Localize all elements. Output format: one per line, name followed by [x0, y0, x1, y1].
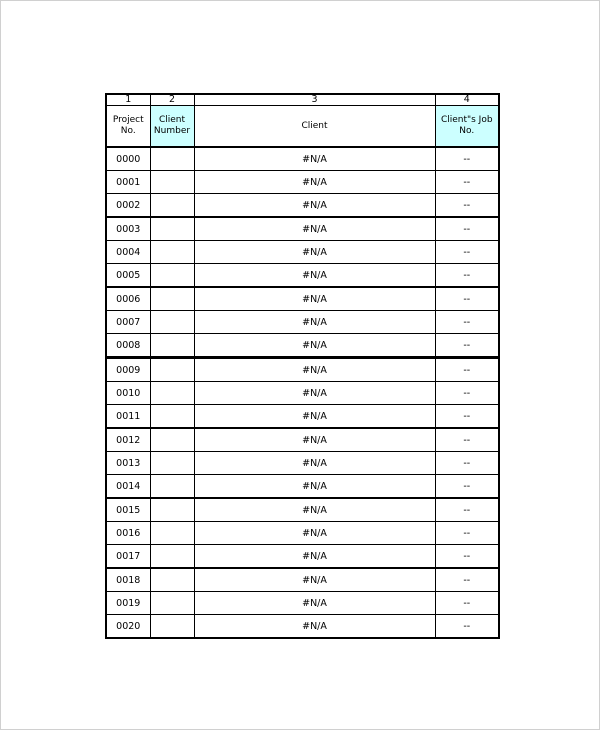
cell-clients-job-no: --: [435, 405, 499, 429]
column-number-row: [106, 94, 499, 106]
cell-client: #N/A: [194, 264, 435, 288]
table-row: [106, 568, 499, 592]
cell-client-number: [150, 264, 194, 288]
cell-clients-job-no: --: [435, 522, 499, 545]
cell-client-number: [150, 194, 194, 218]
table-row: [106, 287, 499, 311]
table-row: [106, 592, 499, 615]
table-row: [106, 171, 499, 194]
cell-project-no: 0004: [106, 241, 150, 264]
cell-client-number: [150, 428, 194, 452]
table-row: [106, 452, 499, 475]
table-row: [106, 194, 499, 218]
cell-client: #N/A: [194, 171, 435, 194]
cell-client: #N/A: [194, 545, 435, 569]
cell-client: #N/A: [194, 241, 435, 264]
cell-client-number: [150, 311, 194, 334]
project-client-table: [105, 93, 500, 639]
cell-client: #N/A: [194, 194, 435, 218]
table-row: [106, 217, 499, 241]
cell-client-number: [150, 287, 194, 311]
cell-client-number: [150, 217, 194, 241]
cell-clients-job-no: --: [435, 171, 499, 194]
table-row: [106, 147, 499, 171]
cell-client-number: [150, 498, 194, 522]
cell-client-number: [150, 615, 194, 639]
table-row: [106, 522, 499, 545]
table-row: [106, 264, 499, 288]
column-number-3: 3: [194, 94, 435, 106]
header-row: [106, 106, 499, 148]
column-number-2: 2: [150, 94, 194, 106]
cell-clients-job-no: --: [435, 217, 499, 241]
cell-clients-job-no: --: [435, 194, 499, 218]
cell-client: #N/A: [194, 568, 435, 592]
cell-client: #N/A: [194, 287, 435, 311]
table-row: [106, 334, 499, 358]
cell-project-no: 0010: [106, 382, 150, 405]
table-row: [106, 405, 499, 429]
cell-project-no: 0014: [106, 475, 150, 499]
cell-clients-job-no: --: [435, 568, 499, 592]
cell-project-no: 0009: [106, 358, 150, 382]
cell-client: #N/A: [194, 358, 435, 382]
cell-client-number: [150, 334, 194, 358]
cell-project-no: 0007: [106, 311, 150, 334]
table-row: [106, 615, 499, 639]
cell-project-no: 0012: [106, 428, 150, 452]
cell-project-no: 0019: [106, 592, 150, 615]
cell-client-number: [150, 171, 194, 194]
cell-client-number: [150, 475, 194, 499]
cell-client: #N/A: [194, 615, 435, 639]
cell-project-no: 0015: [106, 498, 150, 522]
cell-clients-job-no: --: [435, 498, 499, 522]
table-row: [106, 358, 499, 382]
header-client: Client: [194, 106, 435, 148]
column-number-4: 4: [435, 94, 499, 106]
cell-project-no: 0013: [106, 452, 150, 475]
header-clients-job-no: Client"s Job No.: [435, 106, 499, 148]
cell-client-number: [150, 382, 194, 405]
cell-project-no: 0003: [106, 217, 150, 241]
header-client-number: Client Number: [150, 106, 194, 148]
cell-client: #N/A: [194, 592, 435, 615]
table-row: [106, 428, 499, 452]
table-row: [106, 475, 499, 499]
cell-clients-job-no: --: [435, 452, 499, 475]
cell-client: #N/A: [194, 522, 435, 545]
cell-project-no: 0011: [106, 405, 150, 429]
table-row: [106, 545, 499, 569]
cell-client: #N/A: [194, 405, 435, 429]
header-project-no: Project No.: [106, 106, 150, 148]
table-row: [106, 311, 499, 334]
cell-clients-job-no: --: [435, 592, 499, 615]
cell-clients-job-no: --: [435, 147, 499, 171]
cell-clients-job-no: --: [435, 382, 499, 405]
cell-clients-job-no: --: [435, 287, 499, 311]
cell-client-number: [150, 568, 194, 592]
cell-client: #N/A: [194, 452, 435, 475]
cell-clients-job-no: --: [435, 264, 499, 288]
cell-project-no: 0000: [106, 147, 150, 171]
cell-project-no: 0018: [106, 568, 150, 592]
cell-client-number: [150, 241, 194, 264]
column-number-1: 1: [106, 94, 150, 106]
cell-clients-job-no: --: [435, 545, 499, 569]
cell-project-no: 0017: [106, 545, 150, 569]
cell-clients-job-no: --: [435, 358, 499, 382]
cell-project-no: 0006: [106, 287, 150, 311]
cell-clients-job-no: --: [435, 428, 499, 452]
cell-client-number: [150, 592, 194, 615]
cell-client-number: [150, 147, 194, 171]
cell-client-number: [150, 522, 194, 545]
cell-clients-job-no: --: [435, 241, 499, 264]
cell-client-number: [150, 545, 194, 569]
cell-client: #N/A: [194, 334, 435, 358]
cell-project-no: 0005: [106, 264, 150, 288]
cell-project-no: 0002: [106, 194, 150, 218]
table-row: [106, 241, 499, 264]
cell-client: #N/A: [194, 311, 435, 334]
cell-client: #N/A: [194, 475, 435, 499]
cell-clients-job-no: --: [435, 615, 499, 639]
cell-project-no: 0008: [106, 334, 150, 358]
cell-client-number: [150, 405, 194, 429]
cell-clients-job-no: --: [435, 334, 499, 358]
table-row: [106, 498, 499, 522]
cell-project-no: 0001: [106, 171, 150, 194]
cell-client: #N/A: [194, 498, 435, 522]
cell-client-number: [150, 358, 194, 382]
cell-client: #N/A: [194, 147, 435, 171]
cell-client: #N/A: [194, 382, 435, 405]
cell-project-no: 0020: [106, 615, 150, 639]
cell-client: #N/A: [194, 428, 435, 452]
cell-clients-job-no: --: [435, 311, 499, 334]
cell-clients-job-no: --: [435, 475, 499, 499]
cell-project-no: 0016: [106, 522, 150, 545]
table-row: [106, 382, 499, 405]
cell-client: #N/A: [194, 217, 435, 241]
cell-client-number: [150, 452, 194, 475]
